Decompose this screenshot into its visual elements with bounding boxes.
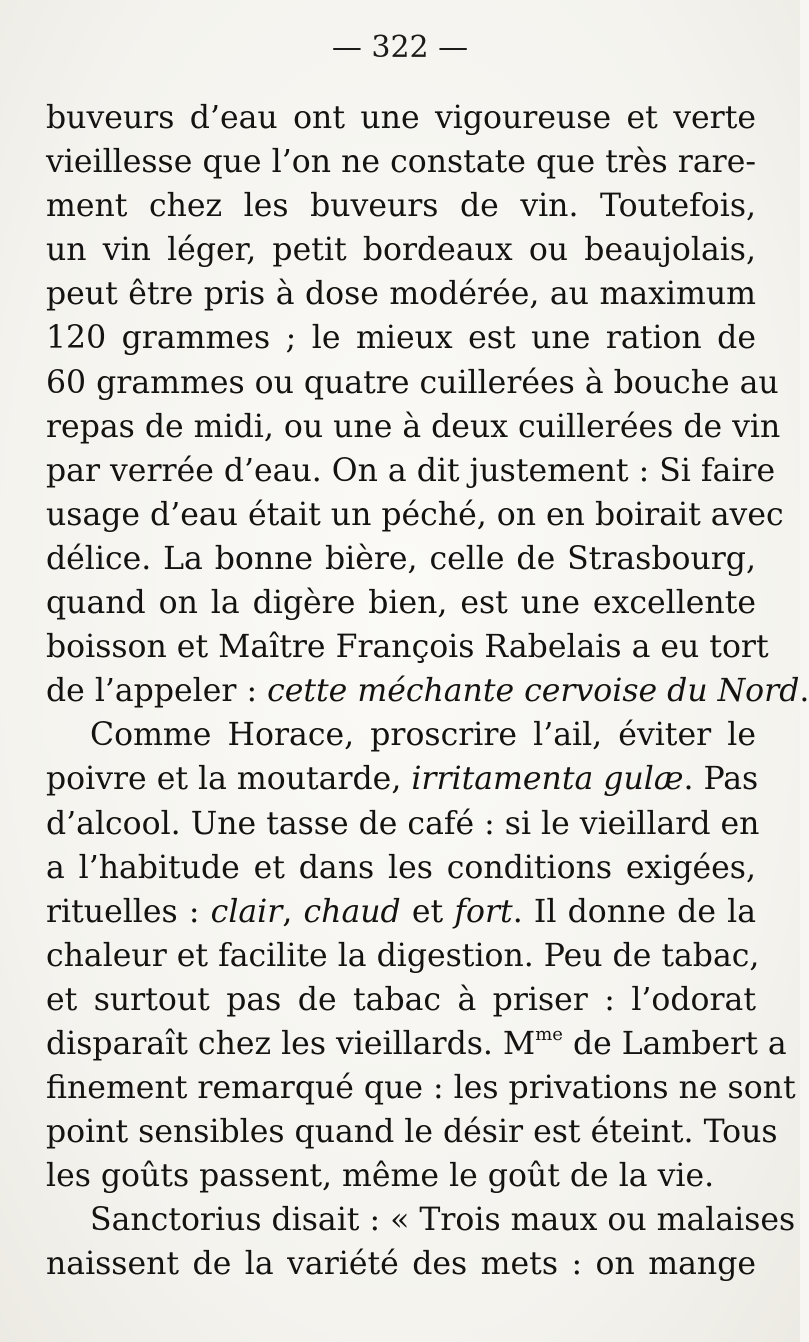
text-run: vieillesse que l’on ne constate que très rare-	[46, 144, 756, 181]
text-line	[46, 890, 756, 934]
text-line	[46, 228, 756, 272]
text-line	[46, 537, 756, 581]
text-run: délice. La bonne bière, celle de Strasbourg,	[46, 540, 756, 577]
text-line	[46, 1242, 756, 1286]
text-line	[46, 316, 756, 360]
text-line	[46, 272, 756, 316]
text-run: Comme Horace, proscrire l’ail, éviter le	[90, 717, 756, 754]
text-line	[46, 140, 756, 184]
text-run: d’alcool. Une tasse de café : si le vieillard en	[46, 805, 760, 842]
text-run: point sensibles quand le désir est éteint. Tous	[46, 1114, 778, 1151]
text-line	[46, 934, 760, 978]
text-line	[46, 757, 759, 801]
text-line	[46, 978, 756, 1022]
text-run: boisson et Maître François Rabelais a eu tort	[46, 629, 769, 666]
text-run: disparaît chez les vieillards. M	[46, 1025, 536, 1062]
text-run: peut être pris à dose modérée, au maximum	[46, 276, 756, 313]
text-run: .	[799, 673, 809, 710]
text-line	[46, 669, 809, 713]
text-run: ,	[282, 893, 304, 930]
italic-text: cette méchante cervoise du Nord	[267, 673, 800, 710]
text-run: Sanctorius disait : « Trois maux ou malaises	[90, 1202, 796, 1239]
text-line	[46, 361, 779, 405]
text-run: par verrée d’eau. On a dit justement : Si faire	[46, 452, 776, 489]
text-run: ment chez les buveurs de vin. Toutefois,	[46, 188, 756, 225]
text-run: buveurs d’eau ont une vigoureuse et verte	[46, 100, 756, 136]
text-run: usage d’eau était un péché, on en boirait avec	[46, 496, 784, 533]
text-run: et surtout pas de tabac à priser : l’odorat	[46, 981, 756, 1018]
superscript-text: me	[535, 1023, 563, 1045]
text-run: 60 grammes ou quatre cuillerées à bouche au	[46, 364, 779, 401]
text-run: finement remarqué que : les privations ne sont	[46, 1070, 796, 1107]
text-run: a l’habitude et dans les conditions exigées,	[46, 849, 756, 886]
text-line	[46, 625, 769, 669]
text-run: les goûts passent, même le goût de la vie.	[46, 1158, 715, 1195]
text-run: de l’appeler :	[46, 673, 268, 710]
text-line	[46, 1022, 787, 1066]
text-run: repas de midi, ou une à deux cuillerées de vin	[46, 408, 781, 445]
text-line	[46, 713, 756, 757]
page-number: — 322 —	[331, 30, 469, 65]
text-run: rituelles :	[46, 893, 211, 930]
text-run: 120 grammes ; le mieux est une ration de	[46, 320, 756, 357]
text-line	[46, 846, 756, 890]
text-run: un vin léger, petit bordeaux ou beaujolais,	[46, 232, 756, 269]
text-line	[46, 493, 784, 537]
italic-text: irritamenta gulæ	[411, 761, 684, 798]
text-run: . Pas	[683, 761, 759, 798]
text-line	[46, 581, 756, 625]
text-line	[46, 1198, 796, 1242]
text-run: poivre et la moutarde,	[46, 761, 412, 798]
text-line	[46, 449, 776, 493]
text-line	[46, 1066, 796, 1110]
text-run: . Il donne de la	[512, 893, 757, 930]
text-line	[46, 96, 756, 140]
text-line	[46, 802, 760, 846]
body-text	[46, 96, 809, 1287]
text-line	[46, 405, 781, 449]
text-run: quand on la digère bien, est une excellente	[46, 585, 756, 622]
text-line	[46, 1154, 756, 1198]
italic-text: clair	[210, 893, 283, 930]
text-run: de Lambert a	[562, 1025, 787, 1062]
text-line	[46, 1110, 778, 1154]
italic-text: chaud	[303, 893, 401, 930]
text-run: chaleur et facilite la digestion. Peu de tabac,	[46, 937, 760, 974]
text-run: naissent de la variété des mets : on mange	[46, 1246, 756, 1283]
text-run: et	[400, 893, 455, 930]
italic-text: fort	[454, 893, 513, 930]
text-line	[46, 184, 756, 228]
